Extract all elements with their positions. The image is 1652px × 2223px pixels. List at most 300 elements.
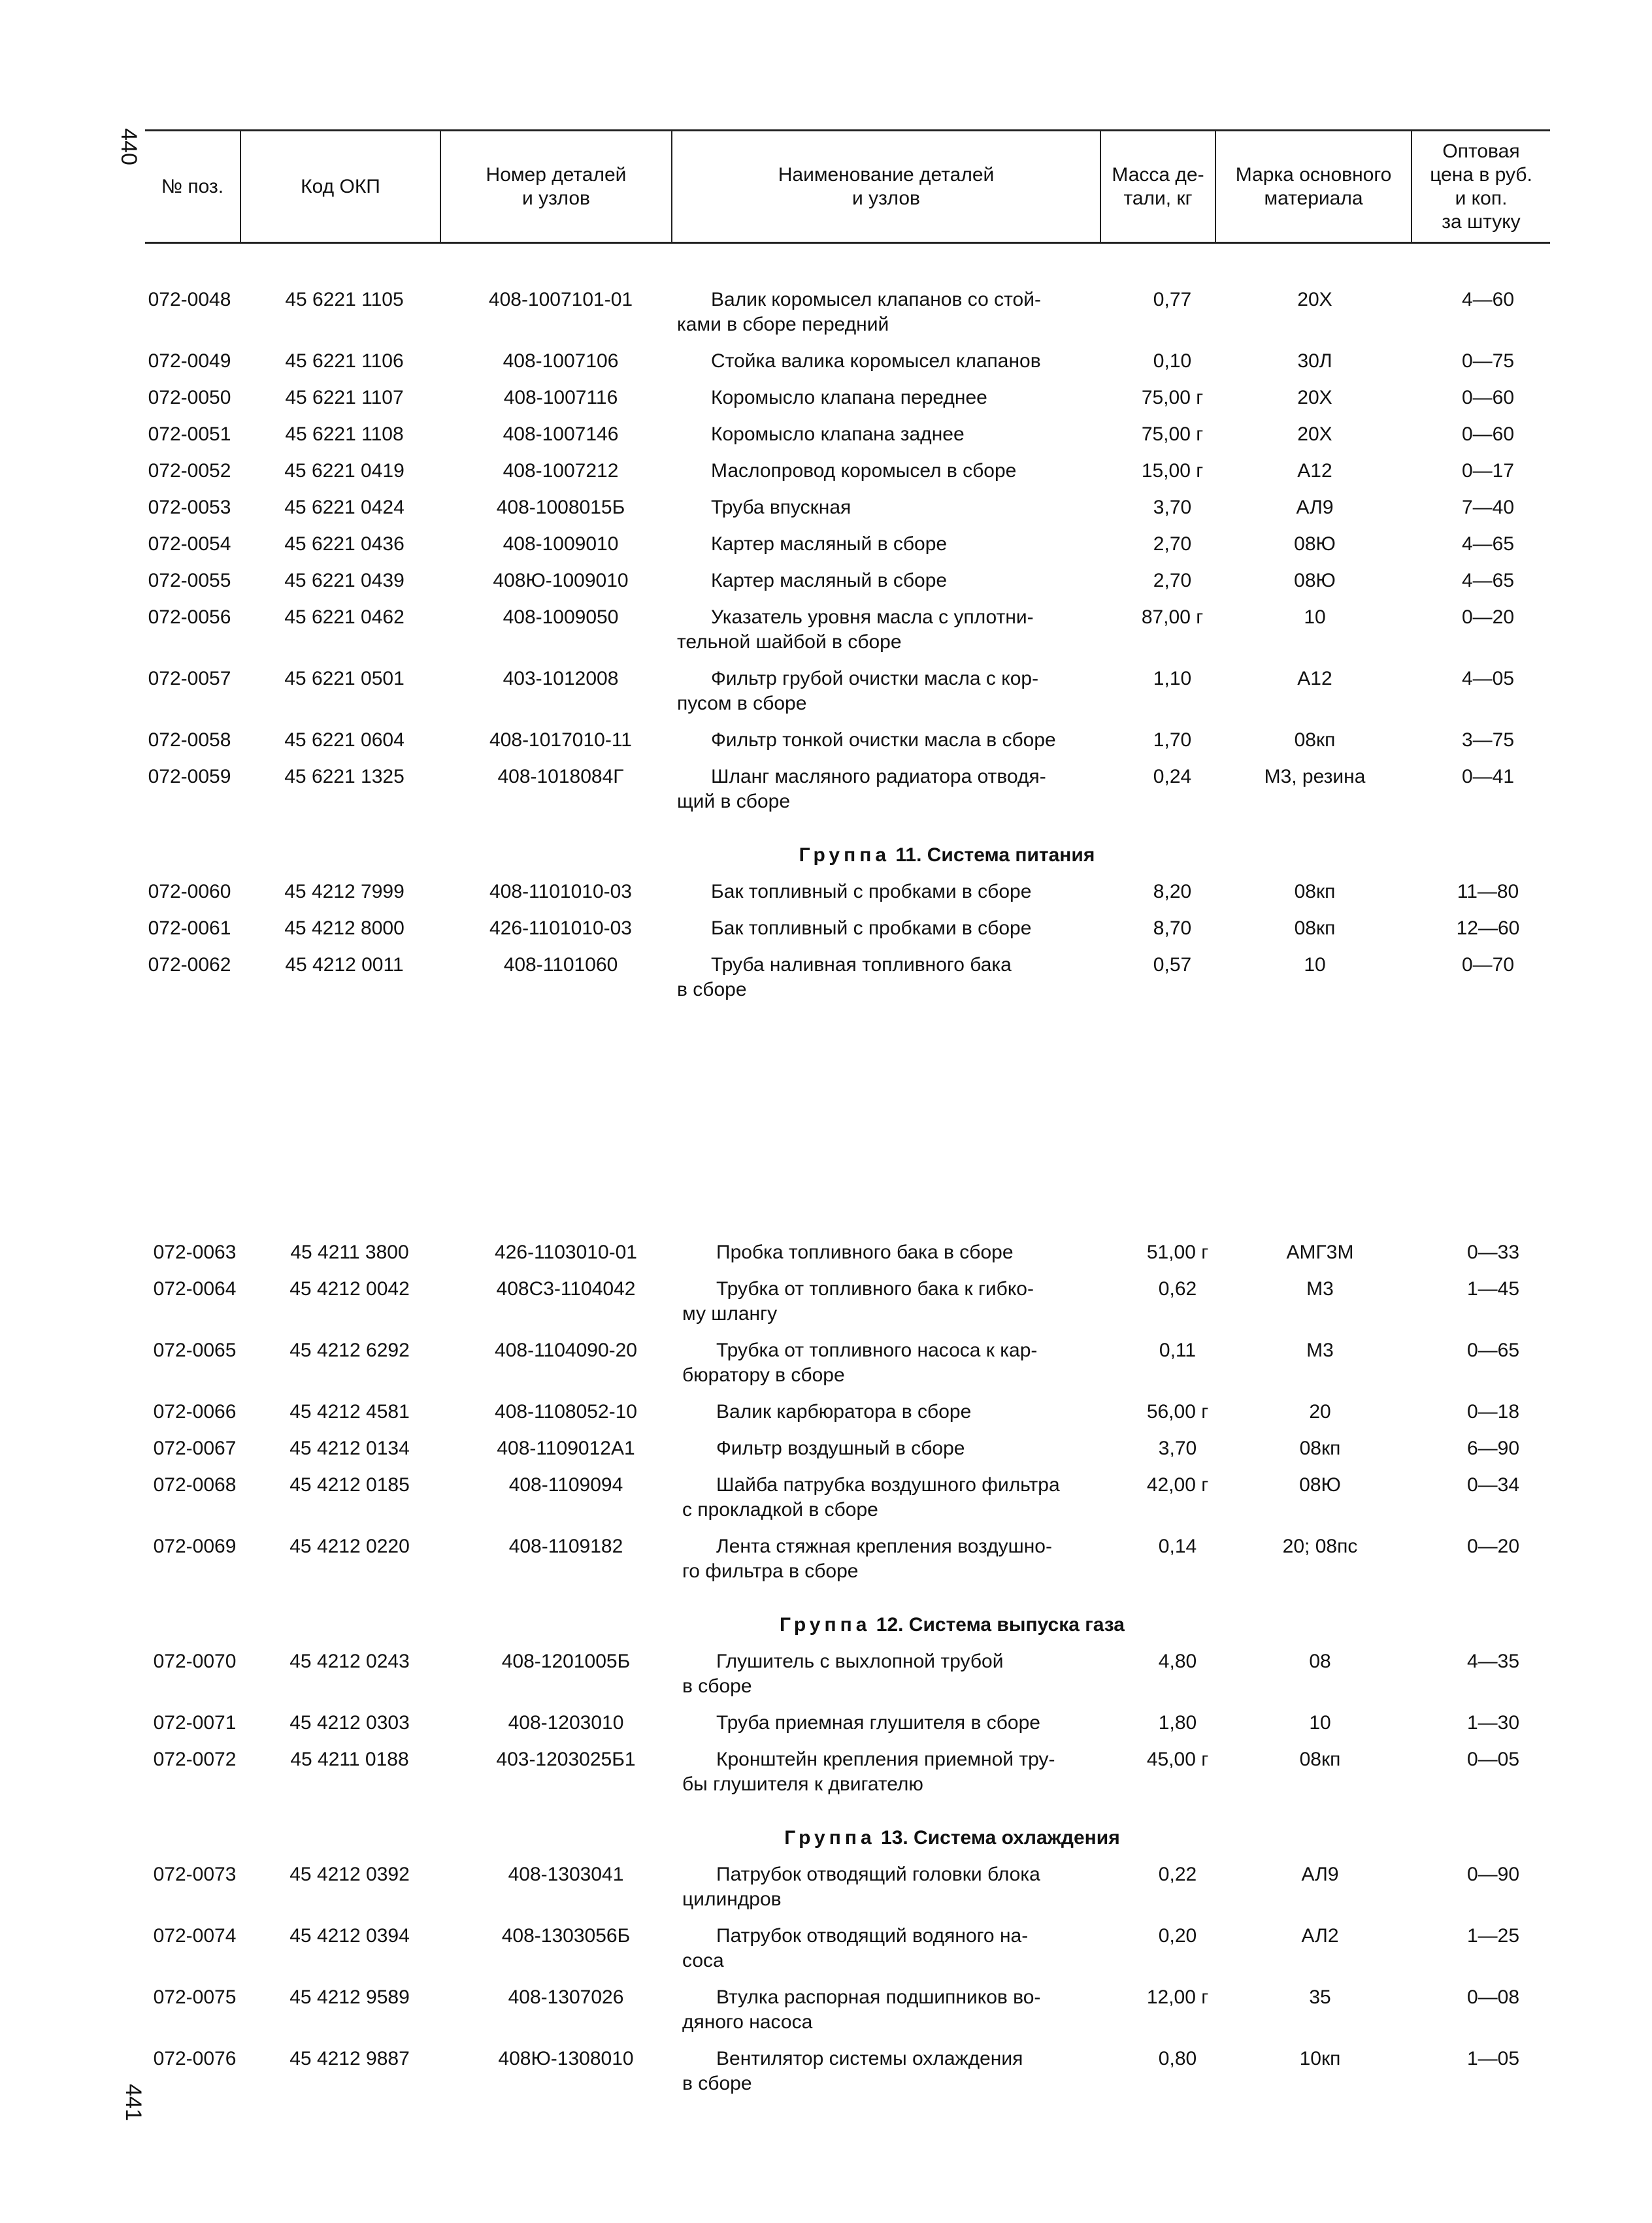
material-cell: А12 <box>1297 460 1332 482</box>
part-name-line-2: в сборе <box>682 1675 752 1697</box>
pos-cell: 072-0071 <box>153 1712 237 1734</box>
okp-code-cell: 45 6221 0419 <box>284 460 405 482</box>
part-name-cell <box>677 953 1128 1014</box>
material-cell: 20; 08пс <box>1282 1536 1358 1557</box>
part-name-line-1: Вентилятор системы охлаждения <box>716 2048 1023 2069</box>
table-row <box>135 349 1563 386</box>
part-name-line-1: Трубка от топливного насоса к кар- <box>716 1340 1038 1361</box>
part-name-line-2: щий в сборе <box>677 791 791 812</box>
pos-cell: 072-0067 <box>153 1438 237 1459</box>
part-name-cell <box>682 2047 1133 2108</box>
part-name-cell <box>682 1277 1133 1338</box>
part-name-cell <box>682 1747 1133 1809</box>
mass-cell: 1,80 <box>1158 1712 1197 1734</box>
pos-cell: 072-0054 <box>148 533 231 555</box>
part-name-line-2: го фильтра в сборе <box>682 1560 859 1582</box>
material-cell: 08кп <box>1294 729 1336 751</box>
okp-code-cell: 45 6221 1105 <box>285 289 404 310</box>
table-row <box>140 1985 1568 2047</box>
parts-table-upper <box>135 288 1563 1014</box>
col-number-header: Номер деталей и узлов <box>440 131 672 243</box>
part-number-cell: 408-1303056Б <box>501 1925 631 1947</box>
pos-cell: 072-0055 <box>148 570 231 591</box>
okp-code-cell: 45 4212 0243 <box>289 1651 410 1672</box>
pos-cell: 072-0062 <box>148 954 231 976</box>
group-title: 11. Система питания <box>890 844 1095 866</box>
part-number-cell: 408-1008015Б <box>496 497 625 518</box>
part-name-line-1: Картер масляный в сборе <box>711 533 948 555</box>
okp-code-cell: 45 6221 1325 <box>284 766 405 787</box>
group-heading <box>682 1809 1222 1862</box>
part-number-cell: 408-1108052-10 <box>495 1401 637 1423</box>
pos-cell: 072-0057 <box>148 668 231 689</box>
group-word: Группа <box>784 1827 876 1849</box>
table-row <box>135 916 1563 953</box>
part-name-cell <box>682 1711 1133 1747</box>
material-cell: 20 <box>1309 1401 1331 1423</box>
group-heading <box>682 1596 1222 1649</box>
mass-cell: 42,00 г <box>1146 1474 1209 1496</box>
part-number-cell: 403-1203025Б1 <box>496 1749 636 1770</box>
pos-cell: 072-0060 <box>148 881 231 902</box>
table-row <box>135 765 1563 826</box>
part-name-cell <box>682 1338 1133 1400</box>
material-cell: 35 <box>1309 1986 1331 2008</box>
part-number-cell: 408-1203010 <box>508 1712 624 1734</box>
mass-cell: 0,80 <box>1158 2048 1197 2069</box>
part-name-line-1: Патрубок отводящий головки блока <box>716 1864 1040 1885</box>
pos-cell: 072-0052 <box>148 460 231 482</box>
part-name-cell <box>677 728 1128 765</box>
part-name-cell <box>677 667 1128 728</box>
price-cell: 4—60 <box>1461 289 1515 310</box>
part-number-cell: 408-1007146 <box>503 423 619 445</box>
mass-cell: 15,00 г <box>1141 460 1204 482</box>
part-number-cell: 408-1009050 <box>503 606 619 628</box>
part-name-cell <box>677 349 1128 386</box>
table-row <box>135 386 1563 422</box>
mass-cell: 0,14 <box>1158 1536 1197 1557</box>
part-name-cell <box>677 880 1128 916</box>
mass-cell: 1,10 <box>1153 668 1192 689</box>
material-cell: 30Л <box>1297 350 1332 372</box>
mass-cell: 1,70 <box>1153 729 1192 751</box>
okp-code-cell: 45 4212 4581 <box>289 1401 410 1423</box>
okp-code-cell: 45 6221 0604 <box>284 729 405 751</box>
price-cell: 7—40 <box>1461 497 1515 518</box>
mass-cell: 2,70 <box>1153 533 1192 555</box>
mass-cell: 56,00 г <box>1146 1401 1209 1423</box>
mass-cell: 45,00 г <box>1146 1749 1209 1770</box>
part-number-cell: 408-1101060 <box>503 954 618 976</box>
part-number-cell: 408-1009010 <box>503 533 619 555</box>
part-name-line-1: Труба впускная <box>711 497 851 518</box>
pos-cell: 072-0061 <box>148 917 231 939</box>
mass-cell: 75,00 г <box>1141 387 1204 408</box>
mass-cell: 0,22 <box>1158 1864 1197 1885</box>
part-name-cell <box>677 459 1128 495</box>
table-row <box>135 880 1563 916</box>
pos-cell: 072-0056 <box>148 606 231 628</box>
okp-code-cell: 45 4212 8000 <box>284 917 405 939</box>
price-cell: 0—34 <box>1466 1474 1520 1496</box>
table-row <box>135 422 1563 459</box>
part-name-line-1: Глушитель с выхлопной трубой <box>716 1651 1004 1672</box>
part-name-line-2: пусом в сборе <box>677 693 807 714</box>
part-name-line-1: Коромысло клапана переднее <box>711 387 987 408</box>
material-cell: 08кп <box>1294 881 1336 902</box>
part-name-cell <box>682 1400 1133 1436</box>
part-name-cell <box>677 532 1128 568</box>
part-name-cell <box>677 422 1128 459</box>
table-row <box>140 1534 1568 1596</box>
mass-cell: 0,77 <box>1153 289 1192 310</box>
okp-code-cell: 45 4211 3800 <box>290 1242 409 1263</box>
table-row <box>140 1277 1568 1338</box>
part-number-cell: 408-1104090-20 <box>495 1340 637 1361</box>
part-name-cell <box>682 1240 1133 1277</box>
col-pos-header: № поз. <box>145 131 240 243</box>
price-cell: 0—20 <box>1461 606 1515 628</box>
material-cell: М3, резина <box>1264 766 1366 787</box>
price-cell: 0—08 <box>1466 1986 1520 2008</box>
okp-code-cell: 45 6221 0439 <box>284 570 405 591</box>
part-name-line-1: Пробка топливного бака в сборе <box>716 1242 1014 1263</box>
group-title: 12. Система выпуска газа <box>870 1614 1125 1636</box>
part-number-cell: 403-1012008 <box>503 668 619 689</box>
okp-code-cell: 45 4212 9589 <box>289 1986 410 2008</box>
part-name-line-1: Патрубок отводящий водяного на- <box>716 1925 1029 1947</box>
part-name-line-2: соса <box>682 1950 724 1971</box>
material-cell: АЛ9 <box>1296 497 1334 518</box>
part-name-line-1: Бак топливный с пробками в сборе <box>711 917 1032 939</box>
pos-cell: 072-0072 <box>153 1749 237 1770</box>
part-number-cell: 408-1007212 <box>503 460 619 482</box>
pos-cell: 072-0068 <box>153 1474 237 1496</box>
table-row <box>140 1862 1568 1924</box>
pos-cell: 072-0065 <box>153 1340 237 1361</box>
mass-cell: 4,80 <box>1158 1651 1197 1672</box>
group-heading-row <box>140 1596 1568 1649</box>
okp-code-cell: 45 6221 1106 <box>285 350 404 372</box>
mass-cell: 0,57 <box>1153 954 1192 976</box>
table-row <box>140 2047 1568 2108</box>
part-name-cell <box>677 495 1128 532</box>
part-name-line-1: Фильтр грубой очистки масла с кор- <box>711 668 1039 689</box>
okp-code-cell: 45 4211 0188 <box>290 1749 409 1770</box>
okp-code-cell: 45 6221 0436 <box>284 533 405 555</box>
part-name-line-1: Труба приемная глушителя в сборе <box>716 1712 1040 1734</box>
material-cell: 08кп <box>1299 1749 1341 1770</box>
mass-cell: 0,24 <box>1153 766 1192 787</box>
part-name-line-2: дяного насоса <box>682 2011 813 2033</box>
part-number-cell: 408Ю-1009010 <box>493 570 629 591</box>
part-name-line-2: с прокладкой в сборе <box>682 1499 878 1521</box>
part-number-cell: 408-1017010-11 <box>489 729 632 751</box>
material-cell: АЛ2 <box>1301 1925 1339 1947</box>
pos-cell: 072-0049 <box>148 350 231 372</box>
price-cell: 3—75 <box>1461 729 1515 751</box>
part-name-line-1: Валик карбюратора в сборе <box>716 1401 972 1423</box>
table-row <box>135 532 1563 568</box>
price-cell: 0—20 <box>1466 1536 1520 1557</box>
part-number-cell: 408-1007101-01 <box>488 289 633 310</box>
material-cell: 08Ю <box>1294 570 1336 591</box>
part-name-line-1: Фильтр воздушный в сборе <box>716 1438 965 1459</box>
pos-cell: 072-0051 <box>148 423 231 445</box>
part-name-line-1: Фильтр тонкой очистки масла в сборе <box>711 729 1056 751</box>
pos-cell: 072-0073 <box>153 1864 237 1885</box>
price-cell: 1—30 <box>1466 1712 1520 1734</box>
okp-code-cell: 45 6221 0424 <box>284 497 405 518</box>
okp-code-cell: 45 4212 0185 <box>289 1474 410 1496</box>
okp-code-cell: 45 4212 9887 <box>289 2048 410 2069</box>
table-row <box>135 568 1563 605</box>
part-name-line-1: Картер масляный в сборе <box>711 570 948 591</box>
material-cell: 20Х <box>1297 387 1332 408</box>
material-cell: М3 <box>1306 1340 1334 1361</box>
table-row <box>135 495 1563 532</box>
part-name-line-1: Коромысло клапана заднее <box>711 423 965 445</box>
part-name-line-1: Валик коромысел клапанов со стой- <box>711 289 1041 310</box>
part-name-cell <box>682 1473 1133 1534</box>
part-name-cell <box>677 386 1128 422</box>
mass-cell: 3,70 <box>1153 497 1192 518</box>
table-header <box>145 129 1550 244</box>
part-number-cell: 408Ю-1308010 <box>498 2048 634 2069</box>
part-name-cell <box>677 605 1128 667</box>
part-number-cell: 408С3-1104042 <box>496 1278 636 1300</box>
okp-code-cell: 45 4212 0134 <box>289 1438 410 1459</box>
price-cell: 0—60 <box>1461 387 1515 408</box>
part-name-cell <box>682 1436 1133 1473</box>
page-number-top: 440 <box>116 128 141 165</box>
part-name-line-2: му шлангу <box>682 1303 778 1325</box>
part-number-cell: 408-1201005Б <box>501 1651 631 1672</box>
part-number-cell: 408-1307026 <box>508 1986 624 2008</box>
parts-table-lower <box>140 1240 1568 2108</box>
mass-cell: 0,62 <box>1158 1278 1197 1300</box>
material-cell: 08 <box>1309 1651 1331 1672</box>
part-number-cell: 408-1018084Г <box>497 766 624 787</box>
part-name-cell <box>682 1924 1133 1985</box>
table-row <box>140 1924 1568 1985</box>
group-heading-row <box>140 1809 1568 1862</box>
part-number-cell: 408-1109012А1 <box>497 1438 635 1459</box>
part-name-line-1: Указатель уровня масла с уплотни- <box>711 606 1034 628</box>
group-title: 13. Система охлаждения <box>875 1827 1120 1849</box>
material-cell: 10 <box>1304 954 1326 976</box>
material-cell: АЛ9 <box>1301 1864 1339 1885</box>
group-heading <box>677 826 1217 880</box>
part-name-cell <box>682 1862 1133 1924</box>
table-row <box>140 1747 1568 1809</box>
part-name-line-1: Втулка распорная подшипников во- <box>716 1986 1041 2008</box>
material-cell: 10 <box>1309 1712 1331 1734</box>
mass-cell: 0,20 <box>1158 1925 1197 1947</box>
okp-code-cell: 45 6221 0501 <box>284 668 405 689</box>
table-row <box>140 1473 1568 1534</box>
price-cell: 0—18 <box>1466 1401 1520 1423</box>
material-cell: АМГ3М <box>1286 1242 1354 1263</box>
material-cell: 20Х <box>1297 423 1332 445</box>
price-cell: 0—17 <box>1461 460 1515 482</box>
part-name-cell <box>677 916 1128 953</box>
part-name-line-2: в сборе <box>677 979 747 1000</box>
page-number-bottom: 441 <box>120 2084 146 2121</box>
pos-cell: 072-0074 <box>153 1925 237 1947</box>
price-cell: 0—65 <box>1466 1340 1520 1361</box>
part-name-line-1: Кронштейн крепления приемной тру- <box>716 1749 1055 1770</box>
table-row <box>135 667 1563 728</box>
part-name-line-1: Маслопровод коромысел в сборе <box>711 460 1017 482</box>
okp-code-cell: 45 4212 0220 <box>289 1536 410 1557</box>
mass-cell: 3,70 <box>1158 1438 1197 1459</box>
table-row <box>135 459 1563 495</box>
table-row <box>135 953 1563 1014</box>
okp-code-cell: 45 6221 1108 <box>285 423 404 445</box>
table-row <box>140 1400 1568 1436</box>
okp-code-cell: 45 4212 6292 <box>289 1340 410 1361</box>
part-name-line-2: бы глушителя к двигателю <box>682 1773 923 1795</box>
col-okp-header: Код ОКП <box>240 131 440 243</box>
group-word: Группа <box>780 1614 871 1636</box>
table-row <box>140 1711 1568 1747</box>
part-name-line-2: в сборе <box>682 2073 752 2094</box>
price-cell: 6—90 <box>1466 1438 1520 1459</box>
table-row <box>135 288 1563 349</box>
price-cell: 4—35 <box>1466 1651 1520 1672</box>
mass-cell: 0,11 <box>1159 1340 1197 1361</box>
part-number-cell: 408-1303041 <box>508 1864 624 1885</box>
part-name-cell <box>677 288 1128 349</box>
table-row <box>140 1649 1568 1711</box>
part-name-line-1: Бак топливный с пробками в сборе <box>711 881 1032 902</box>
pos-cell: 072-0063 <box>153 1242 237 1263</box>
part-name-cell <box>682 1649 1133 1711</box>
part-name-line-1: Шайба патрубка воздушного фильтра <box>716 1474 1060 1496</box>
pos-cell: 072-0048 <box>148 289 231 310</box>
price-cell: 0—75 <box>1461 350 1515 372</box>
pos-cell: 072-0058 <box>148 729 231 751</box>
mass-cell: 0,10 <box>1153 350 1192 372</box>
pos-cell: 072-0075 <box>153 1986 237 2008</box>
okp-code-cell: 45 4212 7999 <box>284 881 405 902</box>
pos-cell: 072-0076 <box>153 2048 237 2069</box>
material-cell: 20Х <box>1297 289 1332 310</box>
part-name-line-1: Стойка валика коромысел клапанов <box>711 350 1041 372</box>
part-number-cell: 408-1007106 <box>503 350 619 372</box>
mass-cell: 12,00 г <box>1146 1986 1209 2008</box>
price-cell: 0—33 <box>1466 1242 1520 1263</box>
col-price-header: Оптовая цена в руб. и коп. за штуку <box>1412 131 1550 243</box>
price-cell: 0—41 <box>1461 766 1515 787</box>
part-number-cell: 426-1103010-01 <box>495 1242 637 1263</box>
material-cell: 10кп <box>1299 2048 1341 2069</box>
col-material-header: Марка основного материала <box>1215 131 1412 243</box>
col-mass-header: Масса де- тали, кг <box>1100 131 1215 243</box>
okp-code-cell: 45 6221 1107 <box>285 387 404 408</box>
part-name-line-1: Шланг масляного радиатора отводя- <box>711 766 1046 787</box>
price-cell: 11—80 <box>1457 881 1519 902</box>
okp-code-cell: 45 4212 0303 <box>289 1712 410 1734</box>
material-cell: М3 <box>1306 1278 1334 1300</box>
price-cell: 4—05 <box>1461 668 1515 689</box>
mass-cell: 51,00 г <box>1146 1242 1209 1263</box>
group-word: Группа <box>799 844 891 866</box>
material-cell: 08Ю <box>1299 1474 1341 1496</box>
price-cell: 0—60 <box>1461 423 1515 445</box>
price-cell: 1—25 <box>1466 1925 1520 1947</box>
pos-cell: 072-0064 <box>153 1278 237 1300</box>
mass-cell: 2,70 <box>1153 570 1192 591</box>
group-heading-row <box>135 826 1563 880</box>
part-number-cell: 408-1007116 <box>503 387 618 408</box>
part-name-cell <box>682 1534 1133 1596</box>
material-cell: 10 <box>1304 606 1326 628</box>
price-cell: 0—70 <box>1461 954 1515 976</box>
part-name-cell <box>677 765 1128 826</box>
part-number-cell: 408-1109182 <box>508 1536 623 1557</box>
part-number-cell: 408-1101010-03 <box>489 881 632 902</box>
material-cell: 08кп <box>1294 917 1336 939</box>
okp-code-cell: 45 4212 0392 <box>289 1864 410 1885</box>
part-name-cell <box>677 568 1128 605</box>
price-cell: 0—05 <box>1466 1749 1520 1770</box>
material-cell: 08кп <box>1299 1438 1341 1459</box>
table-row <box>140 1436 1568 1473</box>
part-name-line-2: бюратору в сборе <box>682 1364 845 1386</box>
mass-cell: 87,00 г <box>1141 606 1204 628</box>
part-name-line-1: Труба наливная топливного бака <box>711 954 1012 976</box>
part-name-cell <box>682 1985 1133 2047</box>
pos-cell: 072-0053 <box>148 497 231 518</box>
part-number-cell: 408-1109094 <box>508 1474 623 1496</box>
table-row <box>135 728 1563 765</box>
pos-cell: 072-0059 <box>148 766 231 787</box>
pos-cell: 072-0070 <box>153 1651 237 1672</box>
pos-cell: 072-0069 <box>153 1536 237 1557</box>
table-row <box>140 1240 1568 1277</box>
mass-cell: 8,70 <box>1153 917 1192 939</box>
part-name-line-1: Лента стяжная крепления воздушно- <box>716 1536 1052 1557</box>
material-cell: 08Ю <box>1294 533 1336 555</box>
okp-code-cell: 45 4212 0394 <box>289 1925 410 1947</box>
price-cell: 4—65 <box>1461 570 1515 591</box>
part-name-line-1: Трубка от топливного бака к гибко- <box>716 1278 1034 1300</box>
pos-cell: 072-0050 <box>148 387 231 408</box>
col-name-header: Наименование деталей и узлов <box>672 131 1100 243</box>
okp-code-cell: 45 4212 0011 <box>285 954 404 976</box>
material-cell: А12 <box>1297 668 1332 689</box>
part-name-line-2: цилиндров <box>682 1888 782 1910</box>
okp-code-cell: 45 4212 0042 <box>289 1278 410 1300</box>
mass-cell: 8,20 <box>1153 881 1192 902</box>
price-cell: 1—45 <box>1466 1278 1520 1300</box>
price-cell: 0—90 <box>1466 1864 1520 1885</box>
part-name-line-2: тельной шайбой в сборе <box>677 631 902 653</box>
pos-cell: 072-0066 <box>153 1401 237 1423</box>
price-cell: 1—05 <box>1466 2048 1520 2069</box>
table-row <box>135 605 1563 667</box>
part-name-line-2: ками в сборе передний <box>677 314 889 335</box>
okp-code-cell: 45 6221 0462 <box>284 606 405 628</box>
table-row <box>140 1338 1568 1400</box>
price-cell: 4—65 <box>1461 533 1515 555</box>
mass-cell: 75,00 г <box>1141 423 1204 445</box>
part-number-cell: 426-1101010-03 <box>489 917 632 939</box>
price-cell: 12—60 <box>1456 917 1520 939</box>
